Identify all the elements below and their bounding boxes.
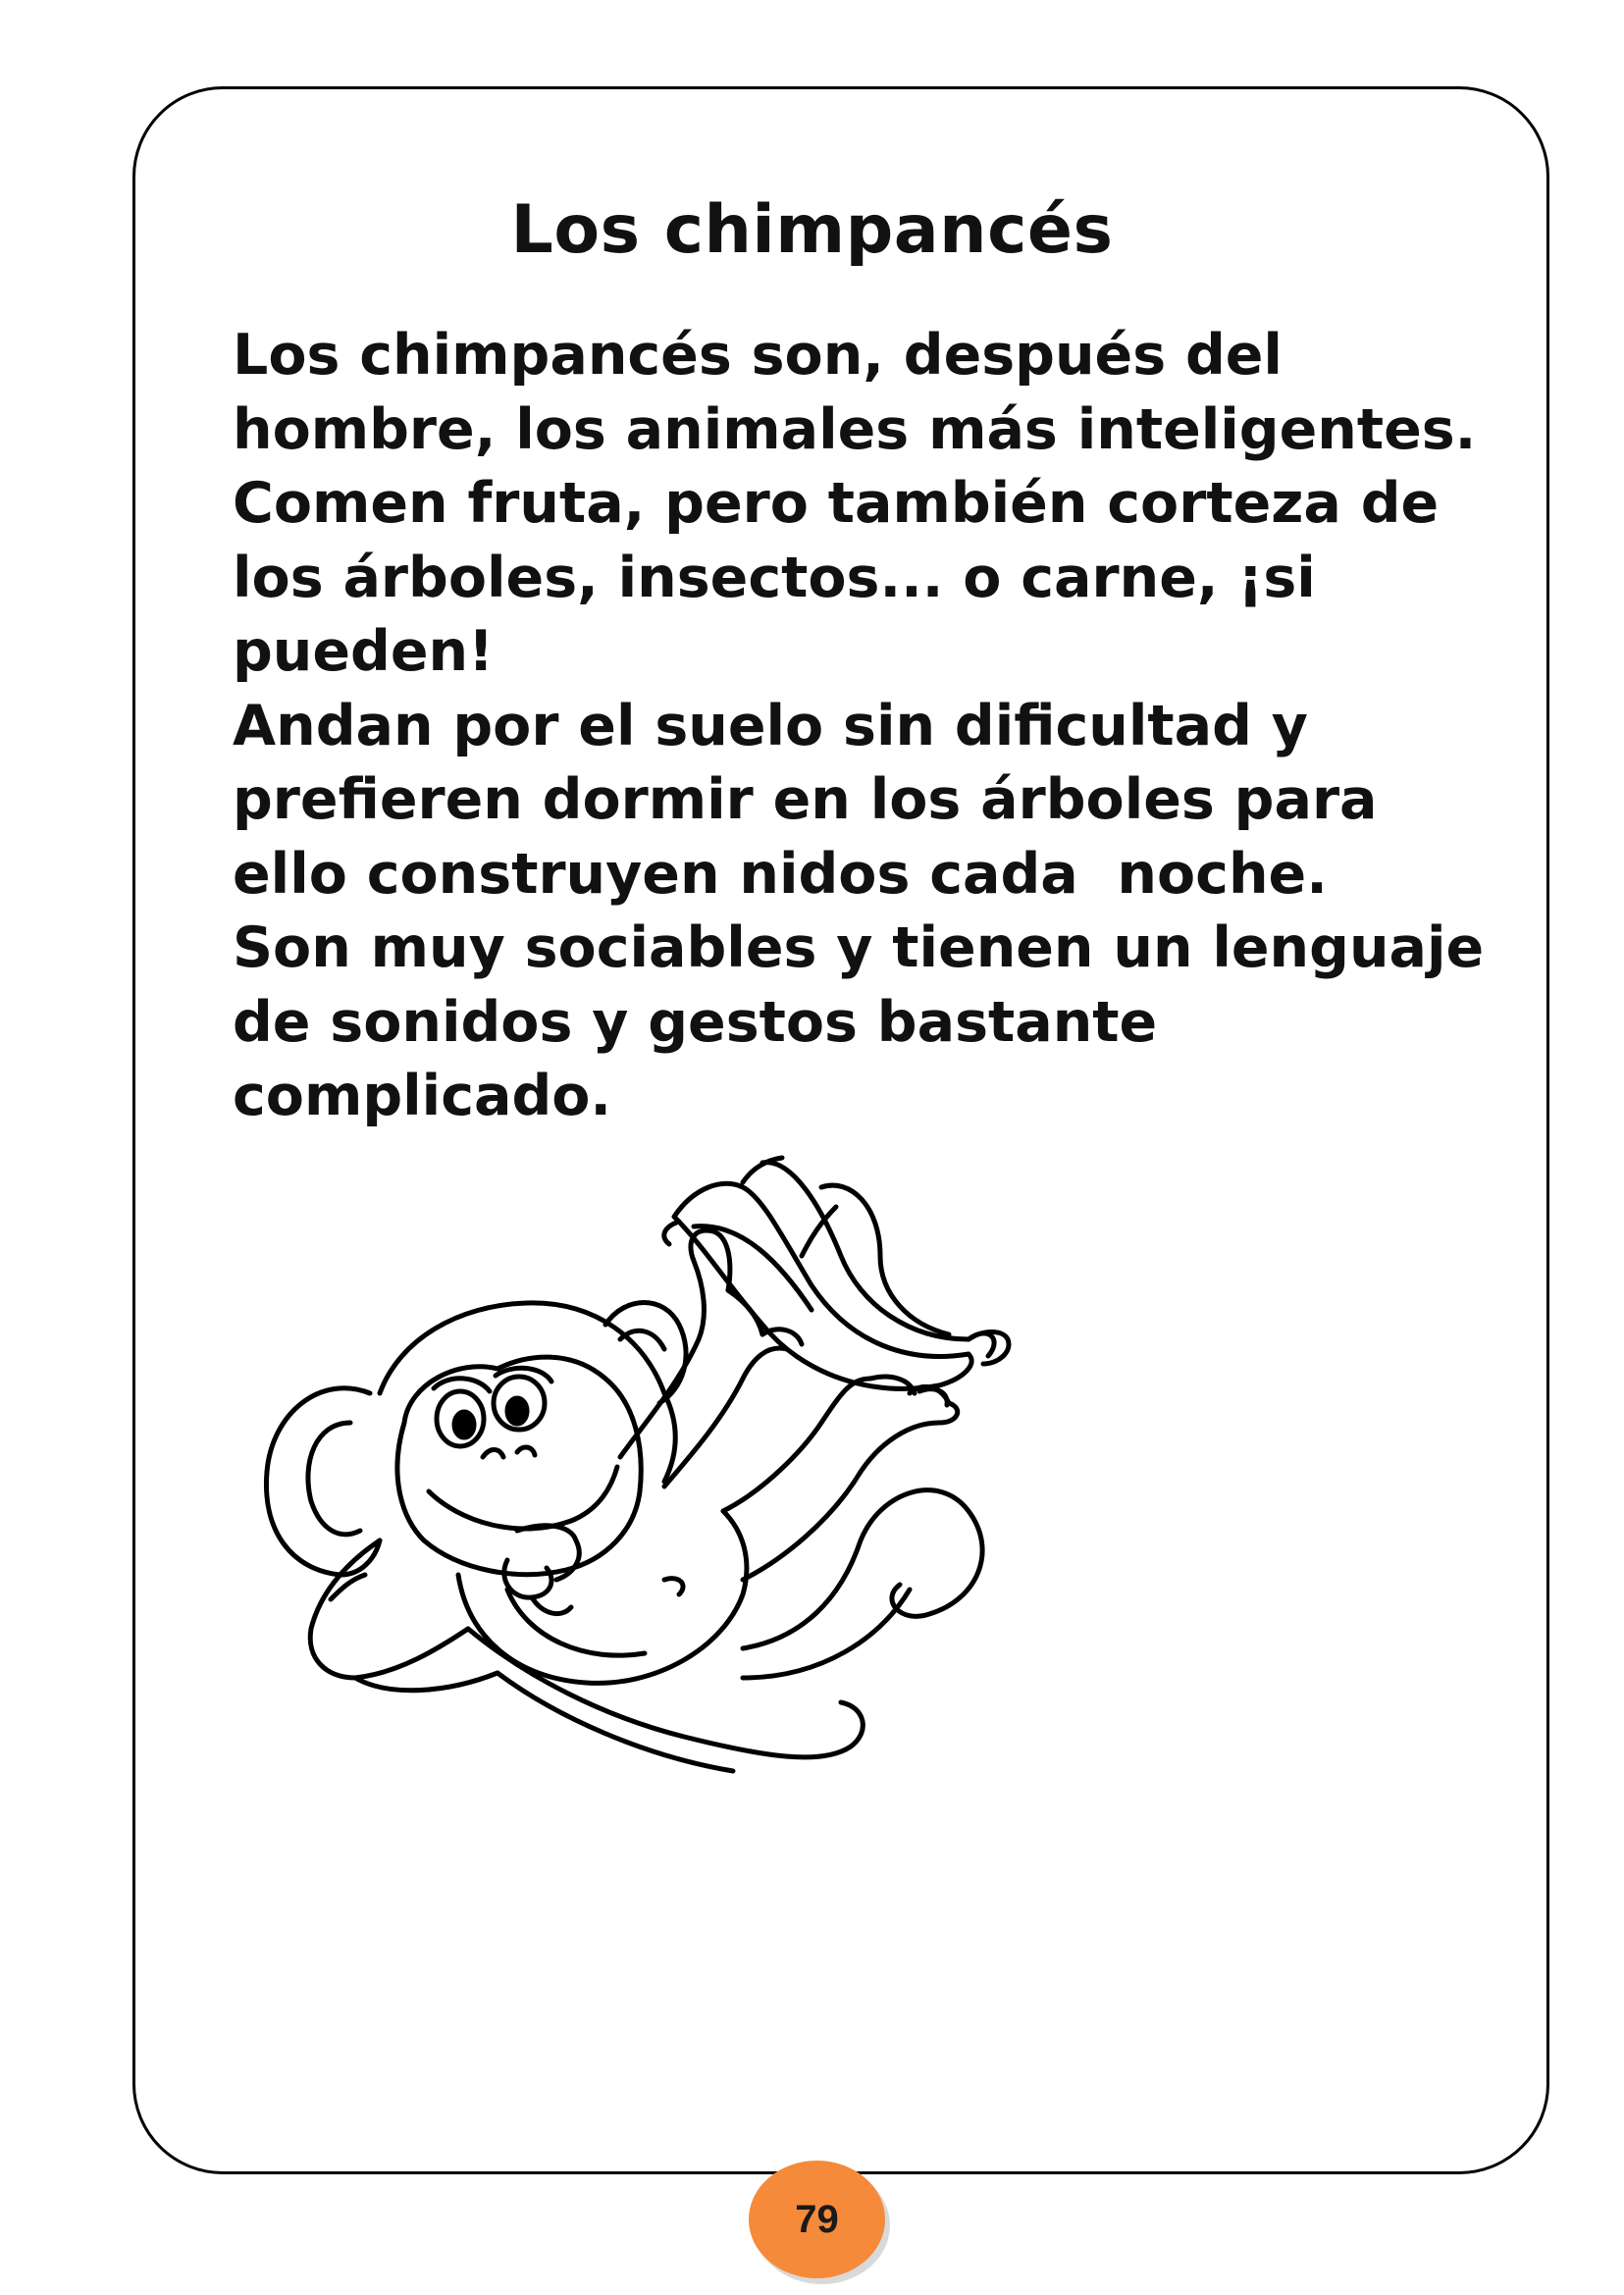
page-title: Los chimpancés — [510, 191, 1114, 269]
body-paragraph — [233, 319, 1485, 1134]
page-number: 79 — [795, 2197, 839, 2241]
text-line: complicado. — [233, 1064, 612, 1128]
page-number-badge — [749, 2161, 885, 2278]
banana-bunch-icon — [664, 1158, 1009, 1388]
text-line: de sonidos y gestos bastante — [233, 989, 1158, 1055]
text-line: prefieren dormir en los árboles para — [233, 767, 1378, 832]
text-line: ello construyen nidos cada noche. — [233, 841, 1328, 907]
text-line: Son muy sociables y tienen un lenguaje — [233, 915, 1485, 980]
monkey-illustration — [233, 1128, 1184, 2007]
text-line: hombre, los animales más inteligentes. — [233, 396, 1477, 462]
monkey-icon — [266, 1230, 982, 1771]
text-line: pueden! — [233, 619, 495, 684]
text-line: Comen fruta, pero también corteza de — [233, 471, 1440, 536]
text-line: los árboles, insectos... o carne, ¡si — [233, 545, 1316, 610]
text-line: Los chimpancés son, después del — [233, 323, 1283, 388]
text-line: Andan por el suelo sin dificultad y — [233, 693, 1308, 758]
